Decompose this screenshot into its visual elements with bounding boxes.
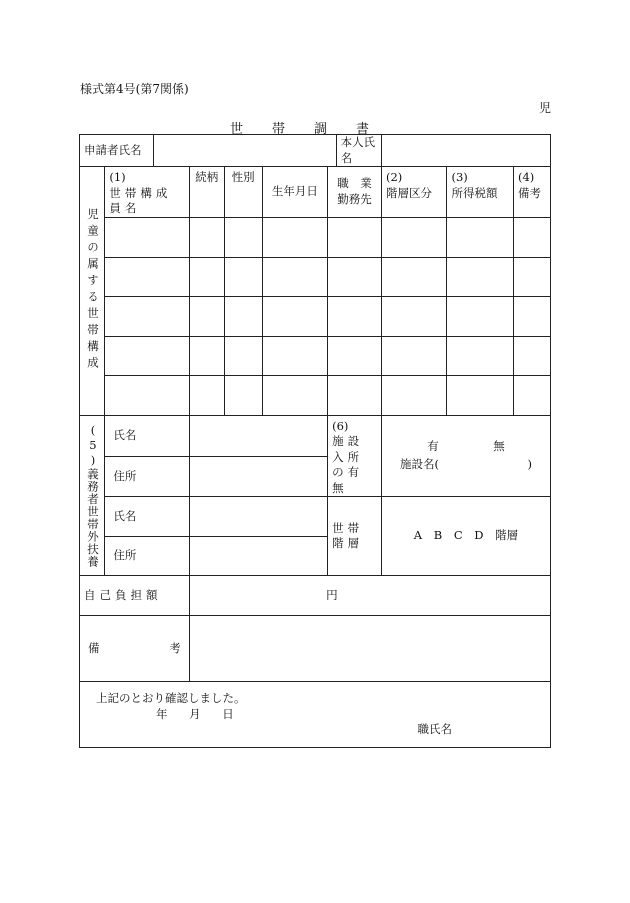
burden-unit: 円 — [326, 587, 338, 602]
facility-num: (6) — [332, 418, 349, 433]
burden-amount-field[interactable] — [189, 576, 550, 616]
member-name-cell[interactable] — [105, 375, 189, 415]
member-name-cell[interactable] — [105, 217, 189, 257]
applicant-name-label: 申請者氏名 — [80, 135, 154, 167]
relationship-cell[interactable] — [189, 336, 224, 375]
income-tax-cell[interactable] — [447, 375, 514, 415]
header-class-label: 階層区分 — [385, 185, 432, 200]
table-row — [80, 257, 551, 296]
sex-cell[interactable] — [224, 257, 262, 296]
table-row — [80, 375, 551, 415]
remarks-cell[interactable] — [513, 336, 550, 375]
facility-no-option[interactable]: 無 — [493, 439, 505, 454]
birthdate-cell[interactable] — [262, 257, 327, 296]
header-occupation — [328, 167, 382, 218]
household-side-label: 児童の属する世帯構成 — [80, 167, 105, 416]
applicant-name-field[interactable] — [153, 135, 336, 167]
occupation-cell[interactable] — [328, 217, 382, 257]
table-row — [80, 336, 551, 375]
sex-cell[interactable] — [224, 375, 262, 415]
household-rank-label: 世帯階層 — [328, 497, 382, 576]
birthdate-cell[interactable] — [262, 336, 327, 375]
header-occupation-line1: 職 業 — [337, 176, 372, 191]
class-cell[interactable] — [381, 336, 446, 375]
header-relationship: 続柄 — [189, 167, 224, 218]
obligor-address-label-2 — [105, 537, 189, 576]
facility-label-line2: の有無 — [332, 465, 364, 495]
income-tax-cell[interactable] — [447, 336, 514, 375]
relationship-cell[interactable] — [189, 257, 224, 296]
occupation-cell[interactable] — [328, 336, 382, 375]
header-remarks-label: 備考 — [517, 185, 541, 200]
header-income-tax-num: (3) — [451, 170, 468, 185]
obligor-name-field-2[interactable] — [189, 497, 327, 537]
obligor-side-label — [80, 415, 105, 576]
class-cell[interactable] — [381, 375, 446, 415]
sex-cell[interactable] — [224, 336, 262, 375]
remarks-label — [80, 616, 190, 682]
header-member-name — [105, 167, 189, 218]
principal-name-field[interactable] — [381, 135, 550, 167]
confirmation-block — [80, 682, 551, 748]
class-cell[interactable] — [381, 217, 446, 257]
birthdate-cell[interactable] — [262, 296, 327, 336]
header-remarks-num: (4) — [517, 170, 535, 185]
class-cell[interactable] — [381, 296, 446, 336]
header-income-tax — [447, 167, 514, 218]
table-row — [80, 296, 551, 336]
obligor-address-field-2[interactable] — [189, 537, 327, 576]
header-occupation-line2: 勤務先 — [337, 191, 372, 206]
obligor-address-label-1 — [105, 456, 189, 496]
occupation-cell[interactable] — [328, 375, 382, 415]
household-survey-table — [79, 134, 551, 748]
official-name-label: 職氏名 — [417, 721, 452, 736]
facility-name-label: 施設名( — [399, 456, 439, 471]
document-title: 世帯調書 — [230, 122, 399, 137]
remarks-label-left: 備 — [88, 640, 100, 655]
obligor-name-field-1[interactable] — [189, 415, 327, 456]
obligor-name-label-text-2: 氏名 — [113, 508, 137, 523]
member-name-cell[interactable] — [105, 296, 189, 336]
remarks-cell[interactable] — [513, 296, 550, 336]
form-number: 様式第4号(第7関係) — [80, 82, 189, 96]
facility-yes-option[interactable]: 有 — [427, 439, 439, 454]
relationship-cell[interactable] — [189, 375, 224, 415]
sex-cell[interactable] — [224, 296, 262, 336]
obligor-name-label-text-1: 氏名 — [113, 427, 137, 442]
member-name-cell[interactable] — [105, 257, 189, 296]
member-name-cell[interactable] — [105, 336, 189, 375]
facility-field — [381, 415, 550, 497]
obligor-name-label-1 — [105, 415, 189, 456]
remarks-cell[interactable] — [513, 217, 550, 257]
facility-name-close: ) — [527, 456, 532, 471]
obligor-name-label-2 — [105, 497, 189, 537]
household-rank-options[interactable]: A B C D 階層 — [381, 497, 550, 576]
income-tax-cell[interactable] — [447, 257, 514, 296]
burden-label: 自己負担額 — [80, 576, 190, 616]
corner-mark: 児 — [539, 101, 552, 115]
relationship-cell[interactable] — [189, 217, 224, 257]
class-cell[interactable] — [381, 257, 446, 296]
principal-name-label: 本人氏名 — [336, 135, 381, 167]
remarks-cell[interactable] — [513, 257, 550, 296]
header-sex: 性別 — [224, 167, 262, 218]
facility-label — [328, 415, 382, 497]
income-tax-cell[interactable] — [447, 217, 514, 257]
header-class-num: (2) — [385, 170, 403, 185]
obligor-address-label-text-2: 住所 — [113, 548, 137, 563]
remarks-label-right: 考 — [169, 640, 181, 655]
facility-label-line1: 施設入所 — [332, 434, 364, 464]
sex-cell[interactable] — [224, 217, 262, 257]
table-row — [80, 217, 551, 257]
header-class — [381, 167, 446, 218]
obligor-address-label-text-1: 住所 — [113, 468, 137, 483]
relationship-cell[interactable] — [189, 296, 224, 336]
obligor-side-num: (5) — [85, 422, 100, 468]
birthdate-cell[interactable] — [262, 375, 327, 415]
birthdate-cell[interactable] — [262, 217, 327, 257]
income-tax-cell[interactable] — [447, 296, 514, 336]
header-remarks — [513, 167, 550, 218]
obligor-side-text: 義務者世帯外扶養 — [85, 467, 100, 568]
remarks-cell[interactable] — [513, 375, 550, 415]
header-member-label: 世帯構成員名 — [109, 185, 172, 216]
obligor-address-field-1[interactable] — [189, 456, 327, 496]
header-income-tax-label: 所得税額 — [451, 185, 498, 200]
header-member-num: (1) — [109, 170, 126, 185]
confirmation-text: 上記のとおり確認しました。 — [96, 691, 246, 706]
occupation-cell[interactable] — [328, 257, 382, 296]
header-birthdate: 生年月日 — [262, 167, 327, 218]
remarks-field[interactable] — [189, 616, 550, 682]
confirmation-date[interactable]: 年 月 日 — [156, 706, 234, 721]
occupation-cell[interactable] — [328, 296, 382, 336]
